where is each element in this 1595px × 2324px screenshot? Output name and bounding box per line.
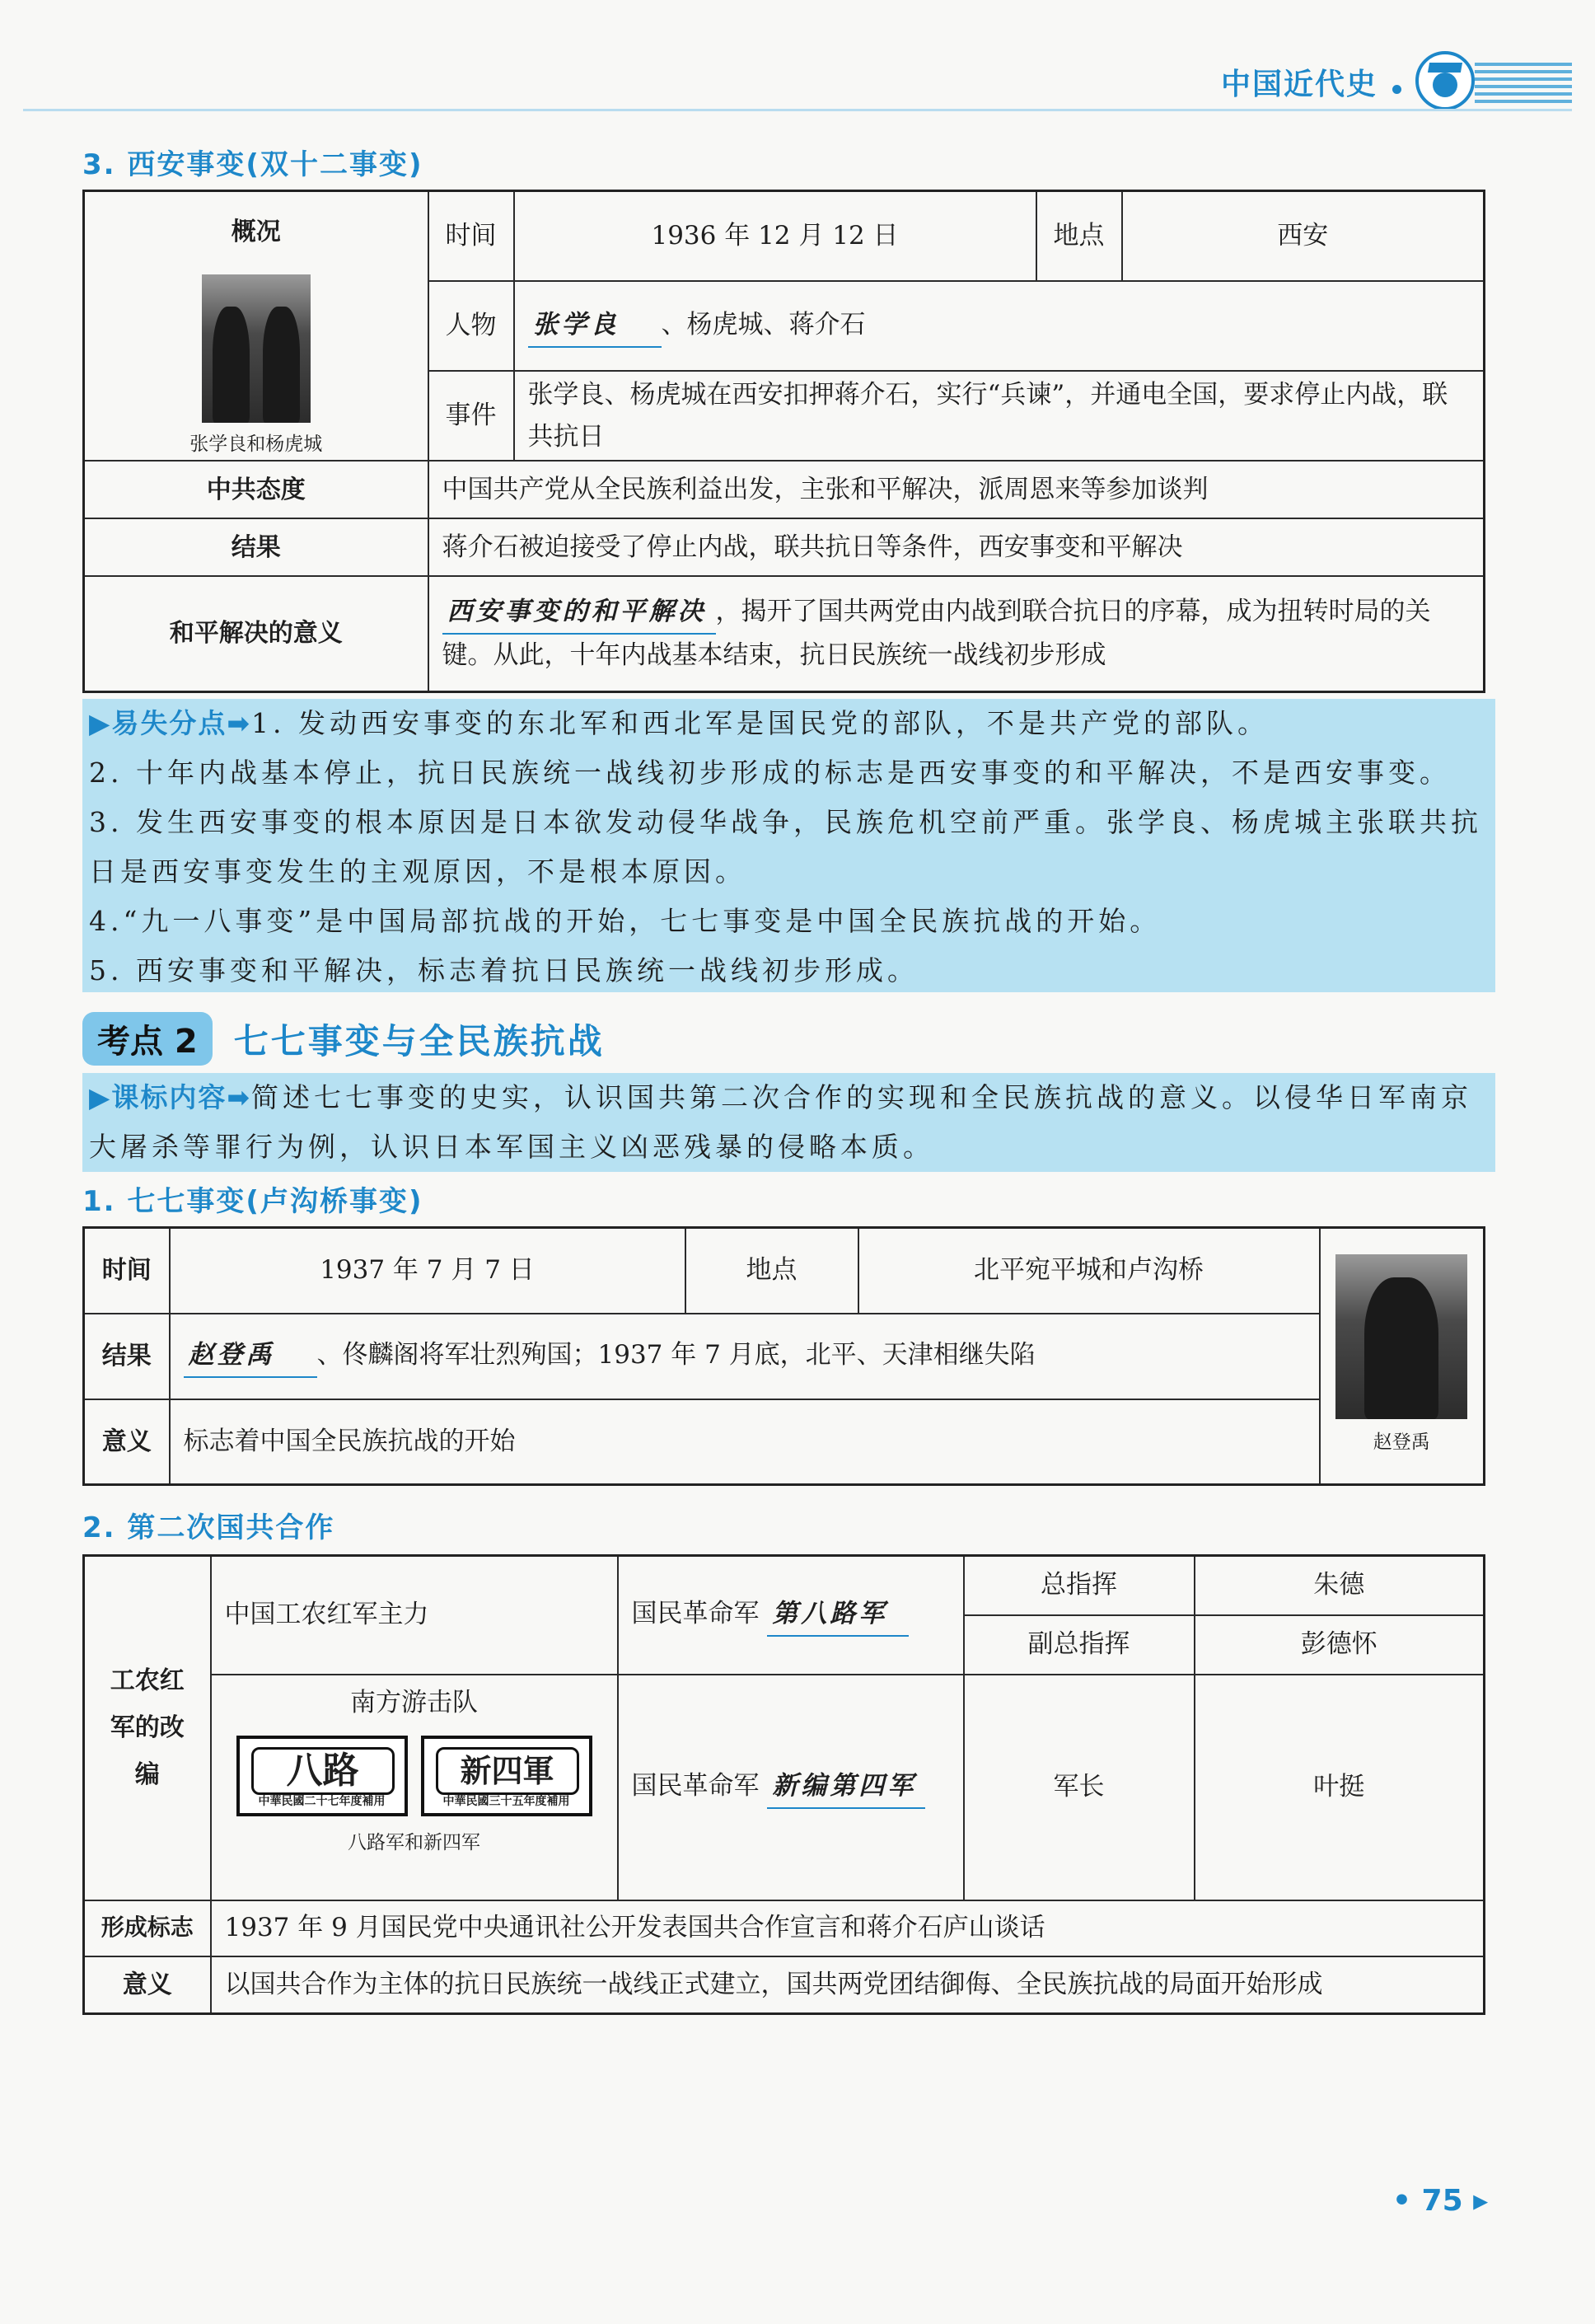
mistake-item: 4.“九一八事变”是中国局部抗战的开始，七七事变是中国全民族抗战的开始。 [89, 905, 1162, 937]
overview-label: 概况 [231, 218, 281, 246]
zhao-photo-cell [1320, 1228, 1485, 1485]
kaodian-heading [82, 1012, 605, 1066]
qiqi-result-label: 结果 [84, 1314, 170, 1399]
eighth-route-cell: 国民革命军 第八路军 [618, 1556, 964, 1675]
event-label: 事件 [428, 371, 514, 461]
commander-label: 总指挥 [964, 1556, 1195, 1615]
curriculum-text: ▶课标内容➡简述七七事变的史实，认识国共第二次合作的实现和全民族抗战的意义。以侵华日军南京大屠杀等罪行为例，认识日本军国主义凶恶残暴的侵略本质。 [89, 1081, 1473, 1163]
vice-commander-label: 副总指挥 [964, 1615, 1195, 1675]
qiqi-place-label: 地点 [685, 1228, 858, 1314]
mistake-item: 5. 西安事变和平解决，标志着抗日民族统一战线初步形成。 [89, 954, 919, 986]
scholar-icon [1415, 51, 1475, 110]
header-dot [1392, 85, 1401, 94]
running-header-title: 中国近代史 [1221, 67, 1378, 101]
header-stripes [1475, 63, 1572, 107]
time-value: 1936 年 12 月 12 日 [514, 191, 1036, 281]
vice-commander-value: 彭德怀 [1195, 1615, 1485, 1675]
event-value: 张学良、杨虎城在西安扣押蒋介石，实行“兵谏”，并通电全国，要求停止内战，联共抗日 [514, 371, 1485, 461]
mistake-item: 2. 十年内战基本停止，抗日民族统一战线初步形成的标志是西安事变的和平解决，不是西安事变。 [89, 757, 1451, 789]
eighth-route-blank: 第八路军 [767, 1593, 909, 1637]
qiqi-meaning-label: 意义 [84, 1399, 170, 1485]
meaning-blank: 西安事变的和平解决 [442, 591, 716, 635]
guerrilla-cell [211, 1675, 618, 1900]
coop-meaning-value: 以国共合作为主体的抗日民族统一战线正式建立，国共两党团结御侮、全民族抗战的局面开始形成 [211, 1956, 1485, 2014]
new-fourth-blank: 新编第四军 [767, 1765, 925, 1809]
new-fourth-cell: 国民革命军 新编第四军 [618, 1675, 964, 1900]
result-label: 结果 [84, 518, 428, 576]
xian-incident-table [82, 190, 1485, 693]
army-chief-label: 军长 [964, 1675, 1195, 1900]
reorg-label: 工农红军的改编 [84, 1556, 211, 1900]
army-chief-value: 叶挺 [1195, 1675, 1485, 1900]
zhao-photo-caption: 赵登禹 [1373, 1431, 1430, 1453]
armband-caption: 八路军和新四军 [348, 1831, 480, 1853]
qiqi-place-value: 北平宛平城和卢沟桥 [858, 1228, 1320, 1314]
kaodian-title: 七七事变与全民族抗战 [233, 1020, 605, 1061]
overview-cell [84, 191, 428, 462]
ccp-attitude-label: 中共态度 [84, 461, 428, 518]
commander-value: 朱德 [1195, 1556, 1485, 1615]
qiqi-result-value: 赵登禹 、佟麟阁将军壮烈殉国；1937 年 7 月底，北平、天津相继失陷 [170, 1314, 1320, 1399]
result-value: 蒋介石被迫接受了停止内战，联共抗日等条件，西安事变和平解决 [428, 518, 1485, 576]
mistake-item: ▶易失分点➡1. 发动西安事变的东北军和西北军是国民党的部队，不是共产党的部队。 [89, 707, 1270, 739]
qiqi-meaning-value: 标志着中国全民族抗战的开始 [170, 1399, 1320, 1485]
place-label: 地点 [1036, 191, 1122, 281]
kaodian-label: 考点 2 [82, 1012, 213, 1066]
cooperation-table [82, 1554, 1485, 2015]
section-heading-xian: 3. 西安事变(双十二事变) [82, 148, 423, 181]
section-heading-coop: 2. 第二次国共合作 [82, 1511, 335, 1544]
mistakes-tag: ▶易失分点➡ [89, 707, 252, 739]
ccp-attitude-value: 中国共产党从全民族利益出发，主张和平解决，派周恩来等参加谈判 [428, 461, 1485, 518]
guerrilla-label: 南方游击队 [350, 1687, 478, 1717]
eighth-route-armband: 八路 中華民國二十七年度補用 [236, 1736, 408, 1816]
qiqi-time-value: 1937 年 7 月 7 日 [170, 1228, 685, 1314]
qiqi-result-blank: 赵登禹 [184, 1334, 317, 1378]
curriculum-box [82, 1073, 1495, 1172]
place-value: 西安 [1122, 191, 1485, 281]
zhao-dengyu-photo [1335, 1254, 1467, 1419]
mistake-item: 3. 发生西安事变的根本原因是日本欲发动侵华战争，民族危机空前严重。张学良、杨虎城主张联共抗日是西安事变发生的主观原因，不是根本原因。 [89, 806, 1482, 888]
qiqi-incident-table [82, 1226, 1485, 1486]
people-label: 人物 [428, 281, 514, 371]
mistakes-box [82, 699, 1495, 992]
people-value: 张学良 、杨虎城、蒋介石 [514, 281, 1485, 371]
meaning-value: 西安事变的和平解决 ，揭开了国共两党由内战到联合抗日的序幕，成为扭转时局的关键。从此，十年内战基本结束，抗日民族统一战线初步形成 [428, 576, 1485, 691]
header-rule [23, 109, 1572, 111]
photo-caption: 张学良和杨虎城 [189, 433, 323, 455]
sign-value: 1937 年 9 月国民党中央通讯社公开发表国共合作宣言和蒋介石庐山谈话 [211, 1900, 1485, 1956]
meaning-label: 和平解决的意义 [84, 576, 428, 691]
zhang-yang-photo [202, 274, 311, 423]
new-fourth-armband: 新四軍 中華民國三十五年度補用 [421, 1736, 592, 1816]
mistakes-list [82, 699, 1495, 996]
sign-label: 形成标志 [84, 1900, 211, 1956]
curriculum-tag: ▶课标内容➡ [89, 1081, 252, 1113]
time-label: 时间 [428, 191, 514, 281]
section-heading-qiqi: 1. 七七事变(卢沟桥事变) [82, 1185, 423, 1218]
armband-images [225, 1736, 604, 1816]
red-army-cell: 中国工农红军主力 [211, 1556, 618, 1675]
coop-meaning-label: 意义 [84, 1956, 211, 2014]
people-blank: 张学良 [528, 304, 662, 348]
qiqi-time-label: 时间 [84, 1228, 170, 1314]
page-number: • 75 ▸ [1392, 2184, 1489, 2218]
